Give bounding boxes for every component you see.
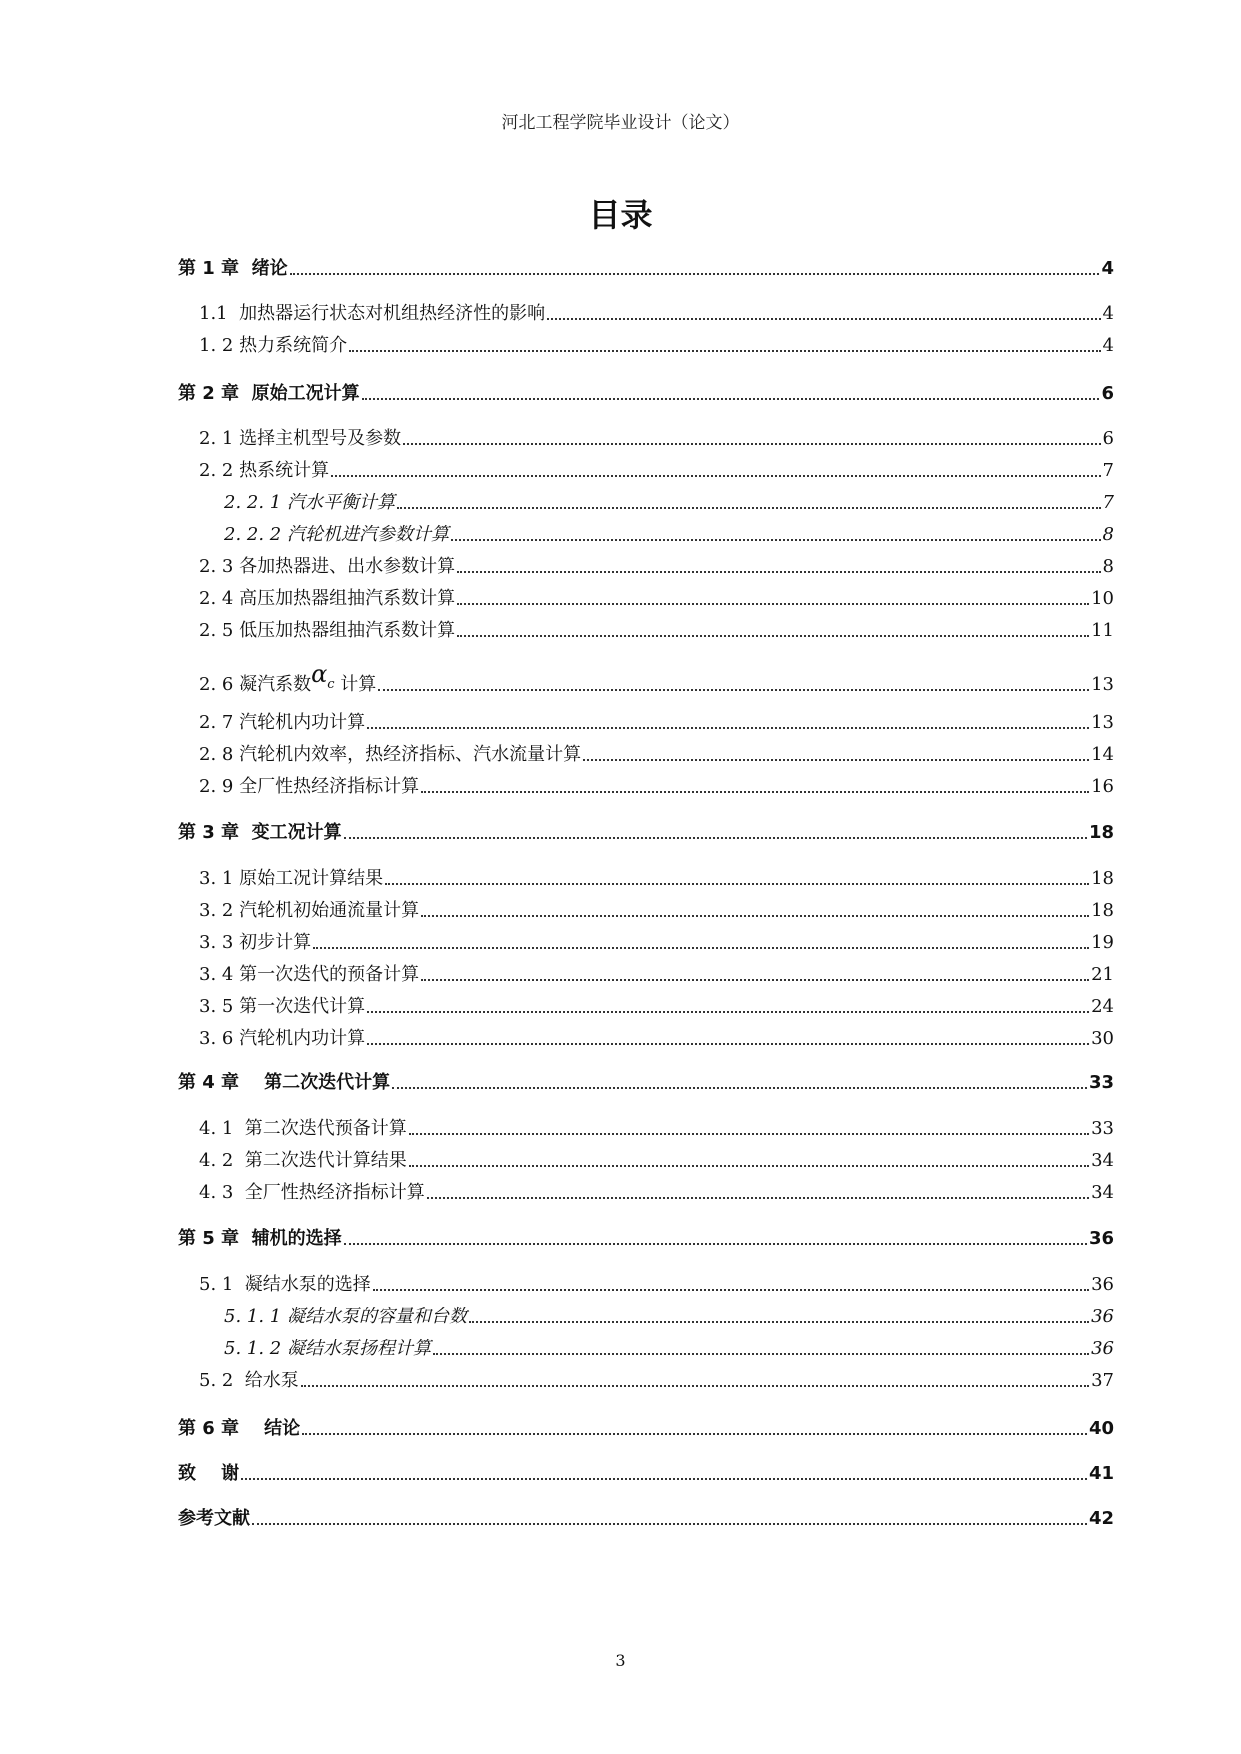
toc-entry[interactable] <box>178 1228 1114 1250</box>
dot-leader <box>344 836 1087 839</box>
dot-leader <box>421 914 1089 917</box>
page-header: 河北工程学院毕业设计（论文） <box>501 113 740 133</box>
toc-entry-title: 4. 2 第二次迭代计算结果 <box>199 1150 407 1171</box>
toc-page-number: 30 <box>1091 1028 1114 1049</box>
toc-page-number: 34 <box>1091 1182 1114 1203</box>
dot-leader <box>547 317 1100 320</box>
dot-leader <box>367 1042 1089 1045</box>
toc-entry[interactable] <box>178 258 1114 280</box>
toc-entry[interactable] <box>199 1150 1114 1172</box>
toc-entry-title: 5. 2 给水泵 <box>199 1370 299 1391</box>
dot-leader <box>469 1320 1089 1323</box>
toc-page-number: 18 <box>1091 900 1114 921</box>
toc-page-number: 8 <box>1102 556 1114 577</box>
dot-leader <box>392 1086 1087 1089</box>
toc-page-number: 33 <box>1091 1118 1114 1139</box>
toc-entry[interactable] <box>199 932 1114 954</box>
dot-leader <box>313 946 1089 949</box>
toc-entry[interactable] <box>178 1072 1114 1094</box>
toc-entry-title: 5. 1. 1 凝结水泵的容量和台数 <box>224 1306 467 1327</box>
toc-entry[interactable] <box>178 383 1114 405</box>
toc-entry[interactable] <box>199 900 1114 922</box>
toc-page-number: 19 <box>1091 932 1114 953</box>
toc-entry-title: 3. 3 初步计算 <box>199 932 312 953</box>
toc-page-number: 36 <box>1091 1306 1114 1327</box>
dot-leader <box>397 506 1101 509</box>
toc-entry-title: 2. 1 选择主机型号及参数 <box>199 428 402 449</box>
toc-entry[interactable] <box>199 1118 1114 1140</box>
toc-entry[interactable] <box>199 556 1114 578</box>
toc-page-number: 6 <box>1101 383 1114 404</box>
toc-entry-title: 1.1 加热器运行状态对机组热经济性的影响 <box>199 303 546 324</box>
toc-entry-title: 5. 1 凝结水泵的选择 <box>199 1274 371 1295</box>
dot-leader <box>409 1132 1089 1135</box>
toc-page-number: 24 <box>1091 996 1114 1017</box>
toc-page-number: 13 <box>1091 712 1114 733</box>
toc-page-number: 6 <box>1102 428 1114 449</box>
toc-entry[interactable] <box>199 1028 1114 1050</box>
dot-leader <box>409 1164 1089 1167</box>
toc-entry-title: 3. 2 汽轮机初始通流量计算 <box>199 900 420 921</box>
toc-entry-title: 2. 9 全厂性热经济指标计算 <box>199 776 420 797</box>
toc-entry-title: 2. 2. 2 汽轮机进汽参数计算 <box>224 524 449 545</box>
toc-entry[interactable] <box>199 964 1114 986</box>
page-number: 3 <box>615 1651 626 1670</box>
toc-entry[interactable] <box>199 744 1114 766</box>
toc-entry[interactable] <box>178 1418 1114 1440</box>
toc-page-number: 36 <box>1091 1274 1114 1295</box>
toc-page-number: 36 <box>1088 1228 1114 1249</box>
toc-page-number: 33 <box>1088 1072 1114 1093</box>
page-title: 目录 <box>588 196 653 234</box>
dot-leader <box>344 1242 1087 1245</box>
dot-leader <box>362 397 1100 400</box>
toc-entry[interactable] <box>199 303 1114 325</box>
dot-leader <box>583 758 1089 761</box>
dot-leader <box>457 570 1100 573</box>
toc-page-number: 36 <box>1091 1338 1114 1359</box>
dot-leader <box>331 474 1100 477</box>
dot-leader <box>457 634 1089 637</box>
toc-entry[interactable] <box>224 1306 1114 1328</box>
toc-entry[interactable] <box>178 1508 1114 1530</box>
toc-entry-title: 第 2 章 原始工况计算 <box>178 383 360 404</box>
dot-leader <box>427 1196 1089 1199</box>
toc-page-number: 4 <box>1101 258 1114 279</box>
toc-entry-title: 参考文献 <box>178 1508 250 1529</box>
dot-leader <box>252 1522 1087 1525</box>
toc-entry-title: 1. 2 热力系统简介 <box>199 335 348 356</box>
toc-entry-title: 3. 6 汽轮机内功计算 <box>199 1028 366 1049</box>
dot-leader <box>241 1477 1087 1480</box>
toc-entry-title: 第 6 章 结论 <box>178 1418 301 1439</box>
toc-entry[interactable] <box>199 996 1114 1018</box>
toc-entry-title-suffix: 计算 <box>334 673 377 695</box>
dot-leader <box>451 538 1101 541</box>
toc-entry[interactable] <box>178 822 1114 844</box>
toc-page-number: 18 <box>1091 868 1114 889</box>
dot-leader <box>301 1384 1089 1387</box>
toc-entry-title: 3. 4 第一次迭代的预备计算 <box>199 964 420 985</box>
toc-entry-title: 2. 2. 1 汽水平衡计算 <box>224 492 395 513</box>
dot-leader <box>367 726 1089 729</box>
toc-entry-title: 第 3 章 变工况计算 <box>178 822 342 843</box>
toc-entry-title: 第 4 章 第二次迭代计算 <box>178 1072 391 1093</box>
toc-entry-title: 2. 5 低压加热器组抽汽系数计算 <box>199 620 456 641</box>
dot-leader <box>290 272 1100 275</box>
dot-leader <box>367 1010 1089 1013</box>
dot-leader <box>421 790 1089 793</box>
dot-leader <box>433 1352 1089 1355</box>
toc-entry[interactable] <box>199 1370 1114 1392</box>
toc-entry[interactable] <box>199 1182 1114 1204</box>
toc-entry[interactable] <box>199 1274 1114 1296</box>
toc-entry[interactable] <box>224 492 1114 514</box>
toc-entry-title: 3. 1 原始工况计算结果 <box>199 868 384 889</box>
toc-entry[interactable] <box>199 428 1114 450</box>
toc-page-number: 13 <box>1091 673 1114 695</box>
toc-entry-title: 5. 1. 2 凝结水泵扬程计算 <box>224 1338 431 1359</box>
toc-entry[interactable] <box>199 712 1114 734</box>
toc-page-number: 4 <box>1102 335 1114 356</box>
toc-entry-title: 致 谢 <box>178 1463 240 1484</box>
toc-entry[interactable] <box>224 1338 1114 1360</box>
toc-entry[interactable] <box>199 868 1114 890</box>
toc-entry[interactable] <box>199 660 1114 696</box>
toc-page-number: 14 <box>1091 744 1114 765</box>
toc-entry-title: 2. 3 各加热器进、出水参数计算 <box>199 556 456 577</box>
toc-entry-title: 2. 6 凝汽系数 <box>199 673 312 695</box>
dot-leader <box>457 602 1089 605</box>
toc-page-number: 40 <box>1088 1418 1114 1439</box>
toc-page-number: 37 <box>1091 1370 1114 1391</box>
toc-page-number: 42 <box>1088 1508 1114 1529</box>
alpha-symbol: $\alpha_c$ <box>311 660 335 692</box>
toc-page-number: 41 <box>1088 1463 1114 1484</box>
dot-leader <box>421 978 1089 981</box>
dot-leader <box>403 442 1100 445</box>
toc-page-number: 11 <box>1091 620 1114 641</box>
toc-entry[interactable] <box>199 335 1114 357</box>
toc-page-number: 4 <box>1102 303 1114 324</box>
toc-entry-title: 2. 7 汽轮机内功计算 <box>199 712 366 733</box>
toc-page-number: 21 <box>1091 964 1114 985</box>
toc-page-number: 10 <box>1091 588 1114 609</box>
toc-entry-title: 2. 8 汽轮机内效率，热经济指标、汽水流量计算 <box>199 744 582 765</box>
toc-entry[interactable] <box>224 524 1114 546</box>
toc-page-number: 16 <box>1091 776 1114 797</box>
toc-entry[interactable] <box>178 1463 1114 1485</box>
toc-entry-title: 2. 2 热系统计算 <box>199 460 330 481</box>
dot-leader <box>302 1432 1087 1435</box>
toc-entry-title: 第 5 章 辅机的选择 <box>178 1228 342 1249</box>
toc-entry-title: 3. 5 第一次迭代计算 <box>199 996 366 1017</box>
toc-page-number: 7 <box>1102 460 1114 481</box>
toc-entry[interactable] <box>199 620 1114 642</box>
toc-entry-title: 4. 3 全厂性热经济指标计算 <box>199 1182 425 1203</box>
dot-leader <box>373 1288 1089 1291</box>
toc-page-number: 34 <box>1091 1150 1114 1171</box>
toc-entry[interactable] <box>199 588 1114 610</box>
dot-leader <box>378 688 1089 691</box>
toc-page-number: 18 <box>1088 822 1114 843</box>
toc-page-number: 8 <box>1102 524 1114 545</box>
toc-entry-title: 第 1 章 绪论 <box>178 258 288 279</box>
dot-leader <box>385 882 1089 885</box>
toc-entry-title: 2. 4 高压加热器组抽汽系数计算 <box>199 588 456 609</box>
toc-page-number: 7 <box>1102 492 1114 513</box>
toc-entry[interactable] <box>199 460 1114 482</box>
dot-leader <box>349 349 1100 352</box>
toc-entry-title: 4. 1 第二次迭代预备计算 <box>199 1118 407 1139</box>
toc-entry[interactable] <box>199 776 1114 798</box>
